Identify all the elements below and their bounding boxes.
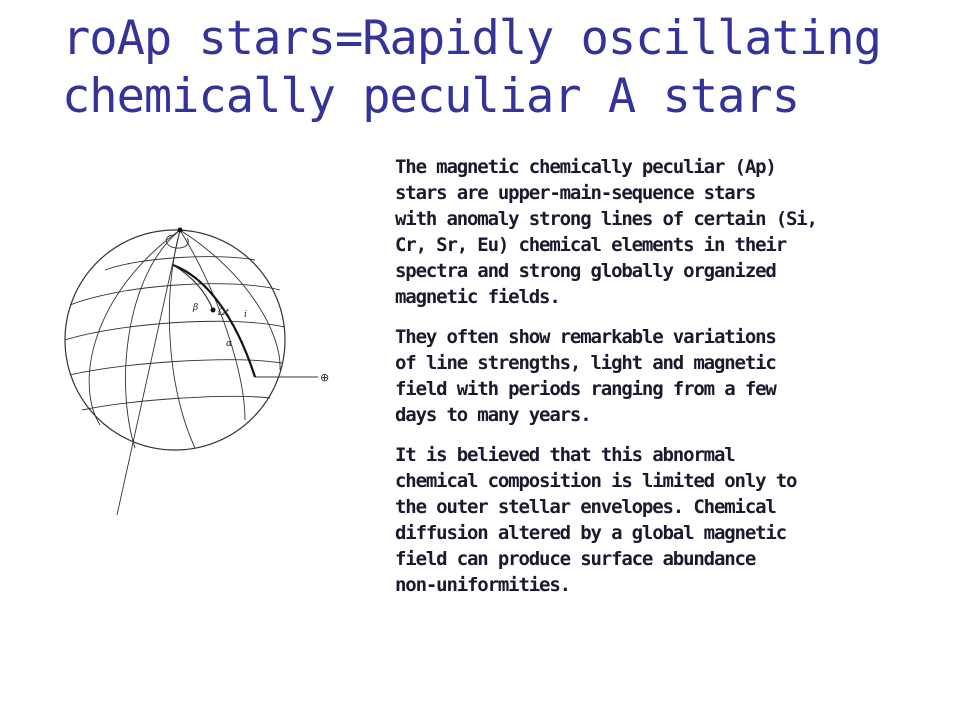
- observer-icon: ⊕: [320, 371, 330, 384]
- parallel-line: [65, 321, 285, 340]
- meridian-line: [180, 230, 280, 370]
- omega-t-label: Ωt: [218, 308, 230, 318]
- meridian-line: [169, 230, 195, 448]
- rotation-axis: [117, 230, 180, 515]
- paragraph-variations: They often show remarkable variations of line strengths, light and magnetic field with periods ranging from a few days to many years.: [395, 326, 776, 426]
- inclination-label: i: [244, 310, 247, 320]
- pole-dot: [178, 228, 183, 233]
- meridian-line: [180, 230, 245, 420]
- slide-title: roAp stars=Rapidly oscillating chemically peculiar A stars: [62, 11, 881, 124]
- star-sphere: [65, 230, 285, 450]
- meridian-line: [89, 230, 180, 425]
- alpha-label: α: [226, 339, 233, 349]
- paragraph-composition: It is believed that this abnormal chemical composition is limited only to the outer stellar envelopes. Chemical diffusion altered by a global magnetic field can produce surface abundance non-uniformities.: [395, 444, 797, 596]
- oblique-rotator-diagram: [30, 215, 350, 515]
- beta-label: β: [193, 303, 199, 313]
- body-text: [395, 154, 945, 612]
- magnetic-pole-dot: [211, 308, 216, 313]
- parallel-line: [82, 396, 270, 410]
- paragraph-ap-stars: The magnetic chemically peculiar (Ap) stars are upper-main-sequence stars with anomaly strong lines of certain (Si, Cr, Sr, Eu) chemical elements in their spectra and strong globally organized magnetic fields.: [395, 156, 817, 308]
- parallel-line: [70, 284, 280, 305]
